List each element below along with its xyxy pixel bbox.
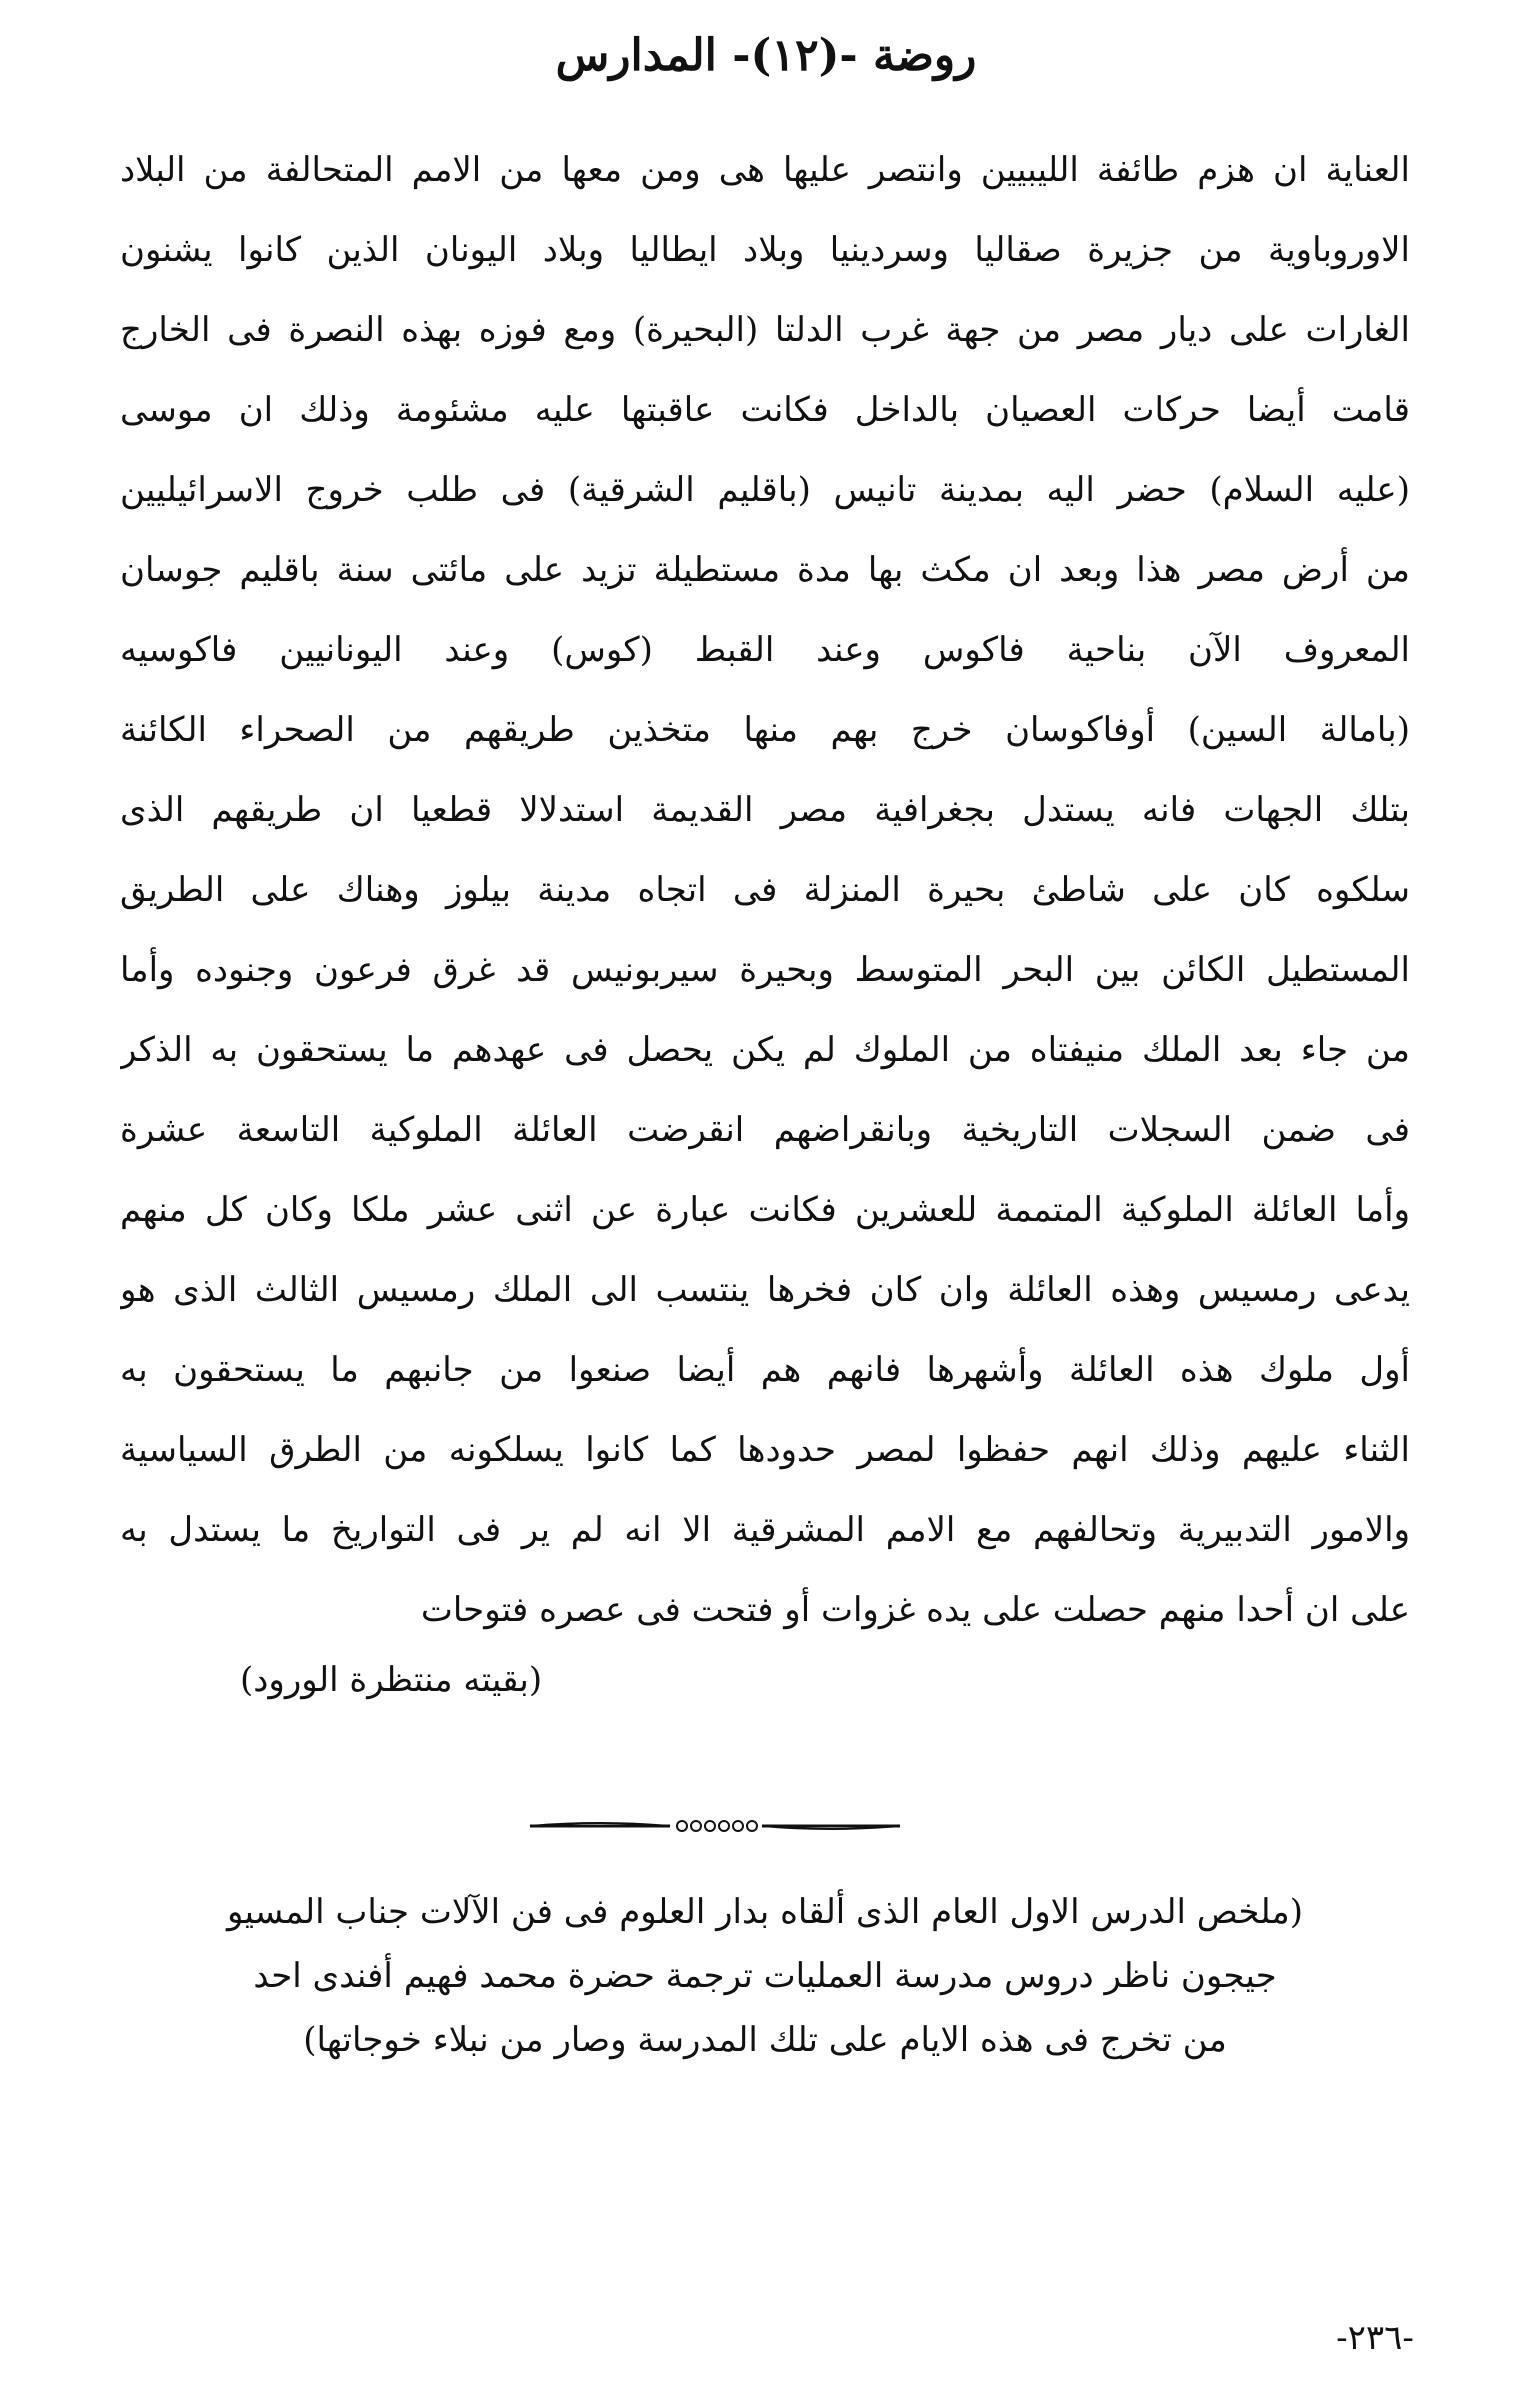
- body-line: العناية ان هزم طائفة الليبيين وانتصر عليها هى ومن معها من الامم المتحالفة من البلاد: [120, 150, 1410, 190]
- body-line: المعروف الآن بناحية فاكوس وعند القبط (كوس) وعند اليونانيين فاكوسيه: [120, 630, 1410, 670]
- body-line: الثناء عليهم وذلك انهم حفظوا لمصر حدودها كما كانوا يسلكونه من الطرق السياسية: [120, 1430, 1410, 1470]
- body-line: بتلك الجهات فانه يستدل بجغرافية مصر القديمة استدلالا قطعيا ان طريقهم الذى: [120, 790, 1410, 830]
- summary-line: جيجون ناظر دروس مدرسة العمليات ترجمة حضرة محمد فهيم أفندى احد: [253, 1956, 1277, 1996]
- article-body: [120, 130, 1410, 1650]
- body-line: (عليه السلام) حضر اليه بمدينة تانيس (باقليم الشرقية) فى طلب خروج الاسرائيليين: [120, 470, 1410, 510]
- summary-line: (ملخص الدرس الاول العام الذى ألقاه بدار العلوم فى فن الآلات جناب المسيو: [226, 1892, 1304, 1932]
- body-line: أول ملوك هذه العائلة وأشهرها فانهم هم أيضا صنعوا من جانبهم ما يستحقون به: [120, 1350, 1410, 1390]
- page-title: روضة -(١٢)- المدارس: [555, 30, 977, 81]
- body-line: الغارات على ديار مصر من جهة غرب الدلتا (البحيرة) ومع فوزه بهذه النصرة فى الخارج: [120, 310, 1410, 350]
- body-line: على ان أحدا منهم حصلت على يده غزوات أو فتحت فى عصره فتوحات: [420, 1590, 1410, 1630]
- body-line: والامور التدبيرية وتحالفهم مع الامم المشرقية الا انه لم ير فى التواريخ ما يستدل به: [120, 1510, 1410, 1550]
- body-line: من جاء بعد الملك منيفتاه من الملوك لم يكن يحصل فى عهدهم ما يستحقون به الذكر: [120, 1030, 1410, 1070]
- body-line: وأما العائلة الملوكية المتممة للعشرين فكانت عبارة عن اثنى عشر ملكا وكان كل منهم: [120, 1190, 1410, 1230]
- summary-line: من تخرج فى هذه الايام على تلك المدرسة وصار من نبلاء خوجاتها): [303, 2020, 1227, 2060]
- body-line: الاوروباوية من جزيرة صقاليا وسردينيا وبلاد ايطاليا وبلاد اليونان الذين كانوا يشنون: [120, 230, 1410, 270]
- continuation-note: [0, 1660, 1532, 1700]
- body-line: (بامالة السين) أوفاكوسان خرج بهم منها متخذين طريقهم من الصحراء الكائنة: [120, 710, 1410, 750]
- page-number: -٢٣٦-: [1336, 2318, 1414, 2358]
- body-line: قامت أيضا حركات العصيان بالداخل فكانت عاقبتها عليه مشئومة وذلك ان موسى: [120, 390, 1410, 430]
- ornamental-divider: [530, 1812, 900, 1840]
- continuation-text: (بقيته منتظرة الورود): [240, 1660, 543, 1700]
- body-line: من أرض مصر هذا وبعد ان مكث بها مدة مستطيلة تزيد على مائتى سنة باقليم جوسان: [120, 550, 1410, 590]
- body-line: فى ضمن السجلات التاريخية وبانقراضهم انقرضت العائلة الملوكية التاسعة عشرة: [120, 1110, 1410, 1150]
- body-line: المستطيل الكائن بين البحر المتوسط وبحيرة سيربونيس قد غرق فرعون وجنوده وأما: [120, 950, 1410, 990]
- body-line: سلكوه كان على شاطئ بحيرة المنزلة فى اتجاه مدينة بيلوز وهناك على الطريق: [120, 870, 1410, 910]
- lecture-summary: [120, 1880, 1410, 2072]
- body-line: يدعى رمسيس وهذه العائلة وان كان فخرها ينتسب الى الملك رمسيس الثالث الذى هو: [120, 1270, 1410, 1310]
